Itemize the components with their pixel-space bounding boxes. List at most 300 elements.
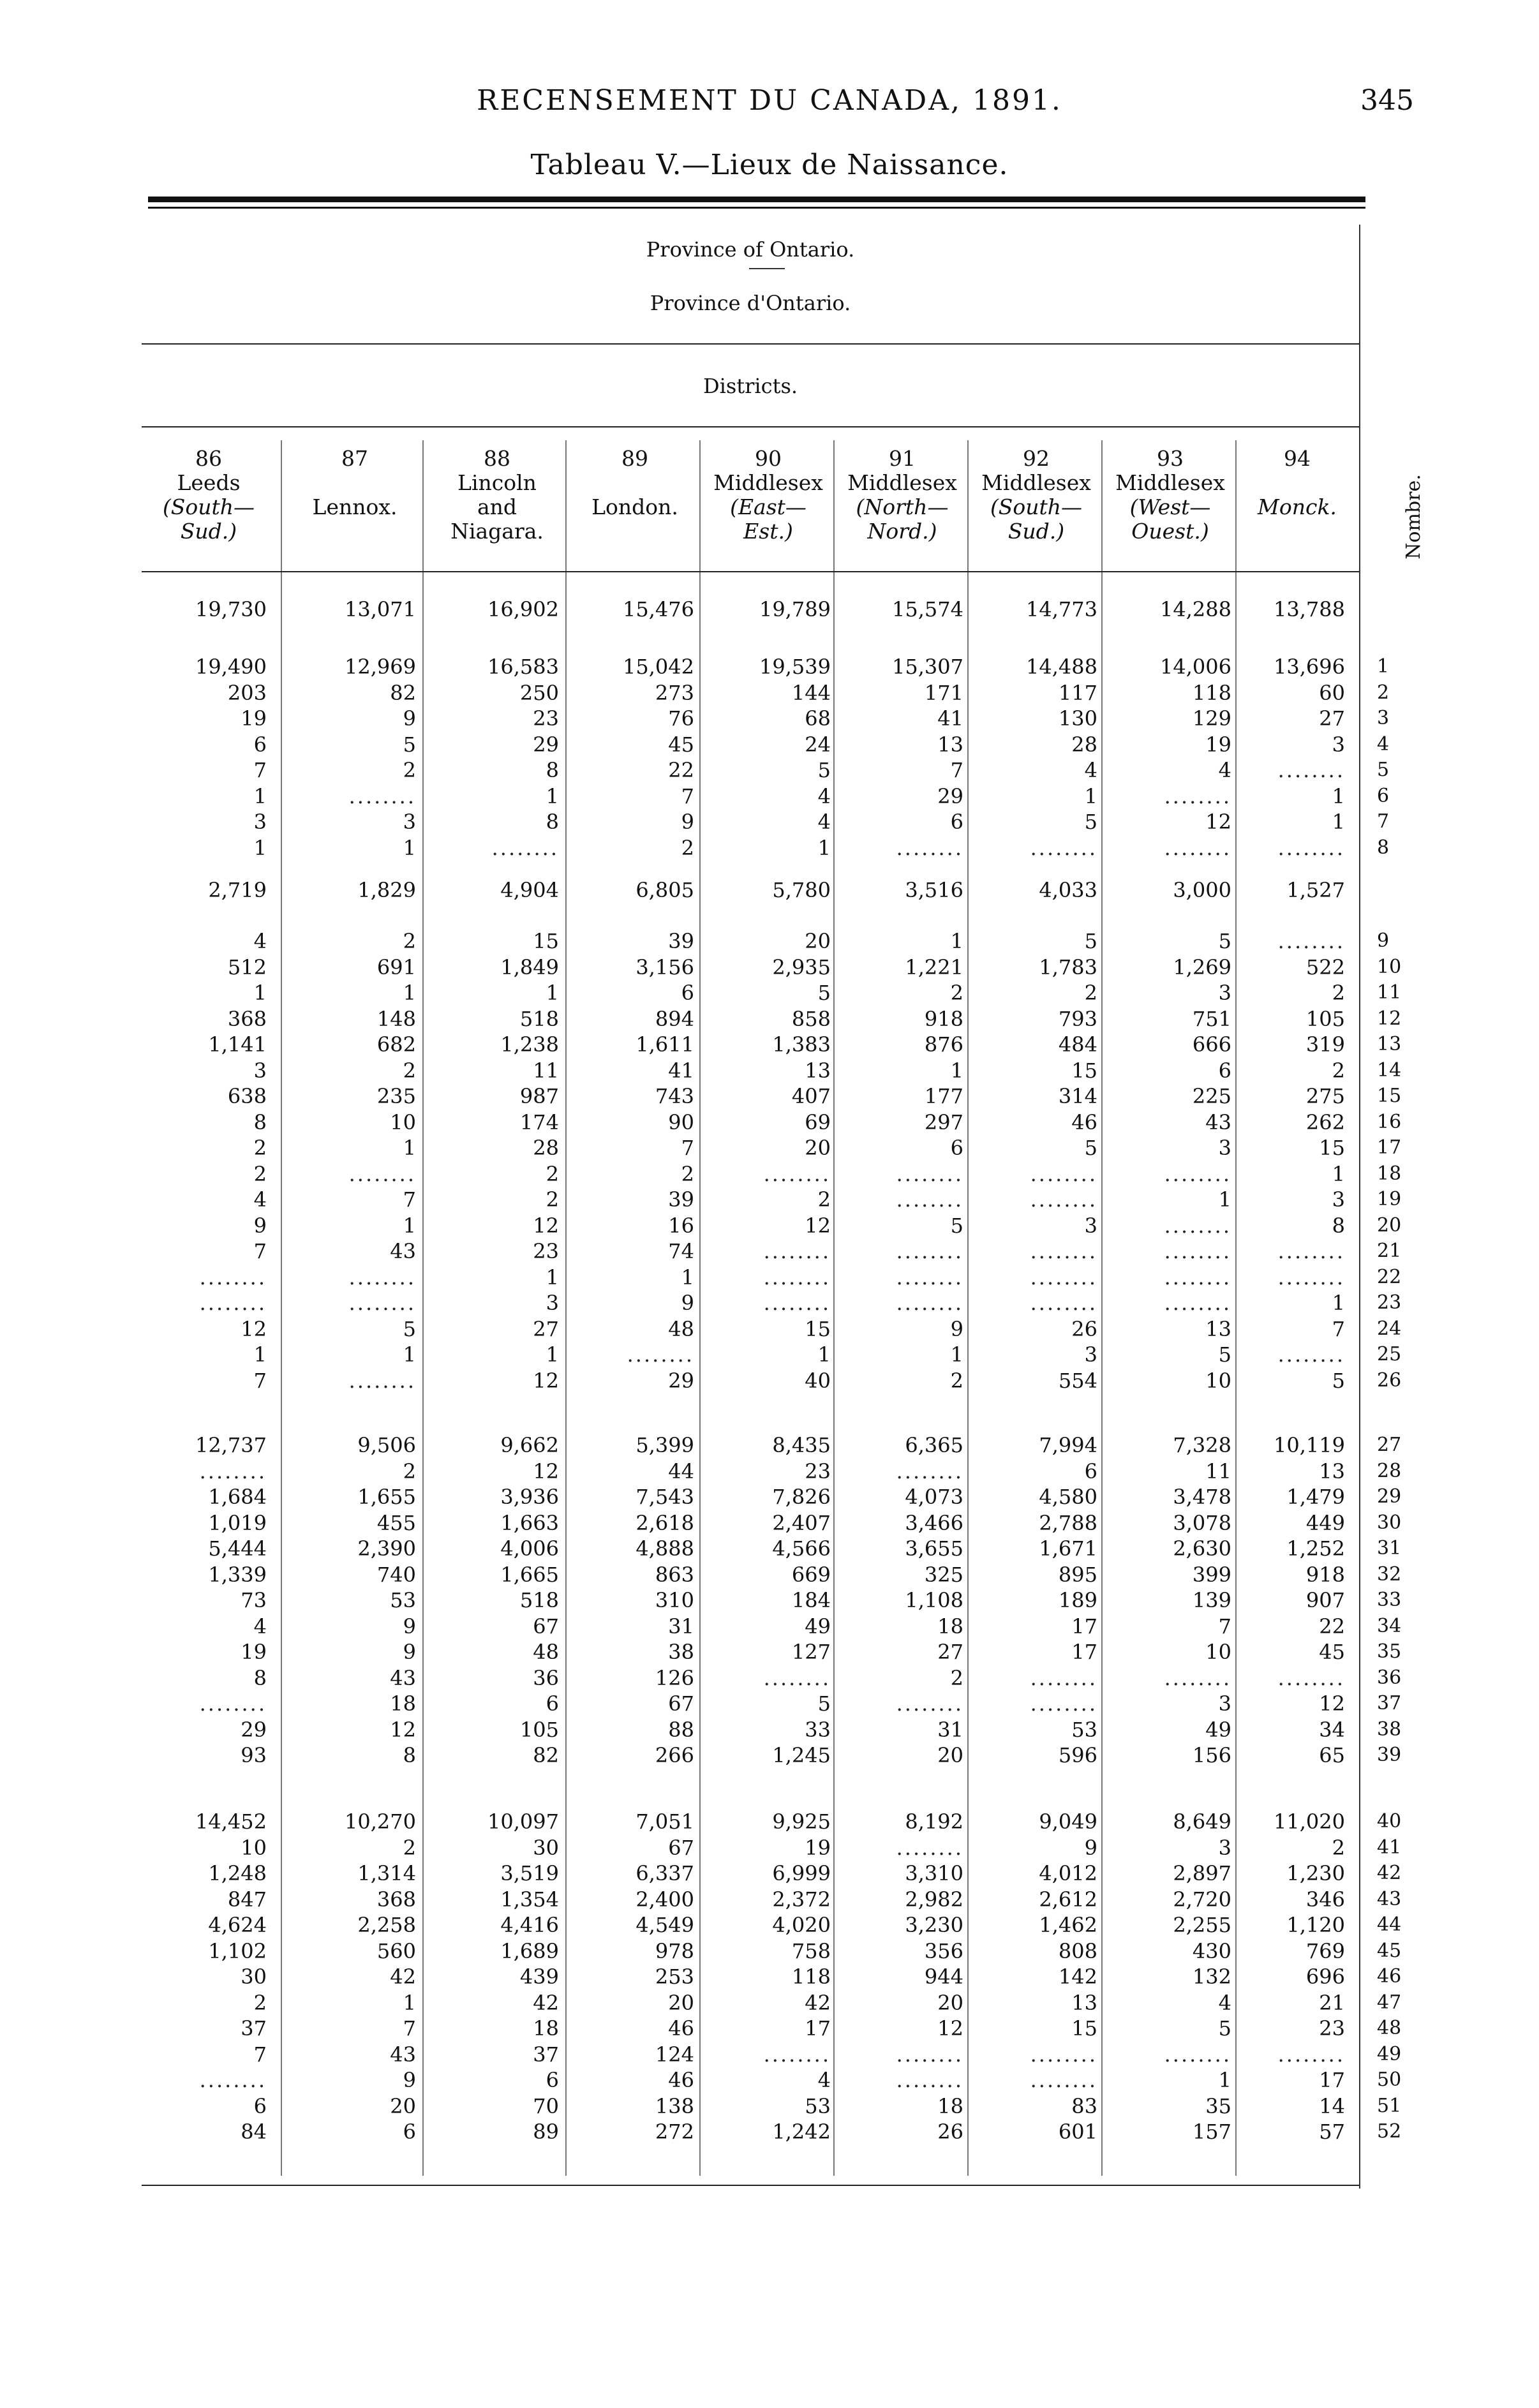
table-cell: ........ bbox=[763, 1239, 831, 1263]
table-cell: 1 bbox=[403, 1136, 416, 1160]
table-cell: 638 bbox=[227, 1084, 267, 1108]
table-cell: 3,156 bbox=[636, 955, 694, 979]
table-cell: 7,543 bbox=[636, 1485, 694, 1509]
table-cell: 13,071 bbox=[345, 597, 416, 621]
row-number: 26 bbox=[1377, 1369, 1402, 1392]
table-cell: 5 bbox=[817, 981, 831, 1005]
table-cell: 262 bbox=[1305, 1110, 1345, 1134]
table-cell: 203 bbox=[227, 680, 267, 705]
province-title-fr: Province d'Ontario. bbox=[650, 291, 851, 315]
table-cell: 45 bbox=[1319, 1640, 1345, 1664]
table-cell: 2 bbox=[1332, 1058, 1345, 1083]
table-cell: 14,488 bbox=[1026, 655, 1097, 679]
table-cell: 4,012 bbox=[1039, 1861, 1097, 1885]
table-cell: 2,630 bbox=[1173, 1536, 1231, 1561]
table-cell: 157 bbox=[1192, 2120, 1231, 2144]
row-number: 33 bbox=[1377, 1589, 1402, 1611]
table-cell: 9 bbox=[403, 2068, 416, 2092]
table-cell: 6 bbox=[1084, 1459, 1097, 1483]
table-cell: 2 bbox=[681, 835, 694, 860]
table-cell: 31 bbox=[668, 1614, 694, 1639]
table-cell: 2,720 bbox=[1173, 1887, 1231, 1912]
table-row bbox=[0, 1665, 1539, 1691]
table-cell: 83 bbox=[1071, 2093, 1097, 2118]
row-number: 10 bbox=[1377, 955, 1402, 978]
table-cell: ........ bbox=[627, 1342, 694, 1367]
table-cell: 20 bbox=[805, 929, 831, 953]
row-number: 16 bbox=[1377, 1110, 1402, 1133]
table-cell: 35 bbox=[1205, 2093, 1231, 2118]
table-cell: 41 bbox=[937, 706, 963, 731]
table-cell: 171 bbox=[924, 680, 963, 705]
table-cell: 1 bbox=[403, 981, 416, 1005]
column-header-88 bbox=[429, 447, 565, 544]
province-divider bbox=[749, 268, 785, 269]
table-cell: 4 bbox=[253, 1187, 267, 1212]
table-cell: 70 bbox=[533, 2093, 559, 2118]
table-cell: 3 bbox=[1218, 1136, 1231, 1160]
table-cell: 512 bbox=[227, 955, 267, 979]
table-cell: 1,242 bbox=[772, 2120, 831, 2144]
table-row bbox=[0, 1006, 1539, 1032]
table-cell: 3,516 bbox=[905, 878, 963, 902]
running-title: RECENSEMENT DU CANADA, 1891. bbox=[477, 84, 1062, 117]
table-cell: 7,051 bbox=[636, 1810, 694, 1834]
row-number: 21 bbox=[1377, 1240, 1402, 1262]
table-cell: 1,527 bbox=[1286, 878, 1345, 902]
table-cell: 250 bbox=[519, 680, 559, 705]
row-number: 41 bbox=[1377, 1836, 1402, 1859]
table-cell: 3,936 bbox=[500, 1485, 559, 1509]
row-number: 29 bbox=[1377, 1485, 1402, 1508]
table-cell: 13 bbox=[805, 1058, 831, 1083]
row-number: 42 bbox=[1377, 1862, 1402, 1884]
table-cell: ........ bbox=[896, 1459, 963, 1483]
table-cell: 1 bbox=[950, 1342, 963, 1367]
column-header-93 bbox=[1106, 447, 1234, 544]
table-cell: 3,655 bbox=[905, 1536, 963, 1561]
table-cell: 5 bbox=[1084, 929, 1097, 953]
table-cell: 1 bbox=[1218, 1187, 1231, 1212]
table-cell: 4,073 bbox=[905, 1485, 963, 1509]
table-cell: 127 bbox=[791, 1640, 831, 1664]
table-cell: 1 bbox=[546, 1342, 559, 1367]
table-cell: 22 bbox=[668, 758, 694, 782]
table-row bbox=[0, 757, 1539, 783]
table-cell: 7 bbox=[681, 1136, 694, 1160]
table-cell: 6 bbox=[546, 2068, 559, 2092]
table-cell: 2,935 bbox=[772, 955, 831, 979]
table-cell: 1,611 bbox=[636, 1032, 694, 1057]
row-number: 47 bbox=[1377, 1991, 1402, 2014]
table-cell: 74 bbox=[668, 1239, 694, 1263]
table-cell: ........ bbox=[1030, 1291, 1097, 1315]
table-cell: 2 bbox=[817, 1187, 831, 1212]
table-row bbox=[0, 784, 1539, 809]
table-row bbox=[0, 1691, 1539, 1716]
table-cell: 691 bbox=[376, 955, 416, 979]
table-cell: 6 bbox=[253, 732, 267, 757]
table-cell: 15,307 bbox=[892, 655, 963, 679]
table-cell: 2 bbox=[546, 1187, 559, 1212]
column-header-91 bbox=[838, 447, 966, 544]
table-cell: 12 bbox=[1205, 810, 1231, 834]
table-cell: 2 bbox=[1332, 981, 1345, 1005]
table-cell: 2 bbox=[403, 1459, 416, 1483]
table-cell: 4 bbox=[1084, 758, 1097, 782]
table-cell: 6,365 bbox=[905, 1433, 963, 1457]
table-cell: ........ bbox=[1030, 1161, 1097, 1186]
table-cell: 1 bbox=[681, 1265, 694, 1289]
table-cell: 16,583 bbox=[487, 655, 559, 679]
table-cell: 148 bbox=[376, 1006, 416, 1031]
table-cell: 129 bbox=[1192, 706, 1231, 731]
table-cell: 14,452 bbox=[195, 1810, 267, 1834]
table-cell: 808 bbox=[1058, 1938, 1097, 1963]
table-cell: 16 bbox=[668, 1213, 694, 1238]
table-cell: 76 bbox=[668, 706, 694, 731]
row-number: 19 bbox=[1377, 1188, 1402, 1210]
table-row bbox=[0, 928, 1539, 954]
table-cell: 847 bbox=[227, 1887, 267, 1912]
column-header-sub: (South— bbox=[990, 494, 1083, 519]
table-cell: ........ bbox=[1030, 1691, 1097, 1716]
table-cell: 1,479 bbox=[1286, 1485, 1345, 1509]
table-cell: 10 bbox=[241, 1835, 267, 1860]
table-cell: 225 bbox=[1192, 1084, 1231, 1108]
row-number: 31 bbox=[1377, 1537, 1402, 1559]
table-row bbox=[0, 1083, 1539, 1109]
table-cell: 601 bbox=[1058, 2120, 1097, 2144]
table-cell: 12,969 bbox=[345, 655, 416, 679]
table-cell: 7 bbox=[403, 1187, 416, 1212]
table-cell: 272 bbox=[655, 2120, 694, 2144]
table-cell: 1,849 bbox=[500, 955, 559, 979]
table-row bbox=[0, 1032, 1539, 1057]
table-cell: 46 bbox=[1071, 1110, 1097, 1134]
table-cell: 23 bbox=[533, 1239, 559, 1263]
table-cell: 407 bbox=[791, 1084, 831, 1108]
row-number: 18 bbox=[1377, 1162, 1402, 1185]
table-row bbox=[0, 2042, 1539, 2067]
table-cell: 43 bbox=[390, 2042, 416, 2067]
table-cell: 6 bbox=[950, 810, 963, 834]
table-cell: 235 bbox=[376, 1084, 416, 1108]
table-row bbox=[0, 2016, 1539, 2041]
table-cell: 73 bbox=[241, 1588, 267, 1612]
column-header-num: 88 bbox=[484, 446, 510, 471]
row-number: 12 bbox=[1377, 1007, 1402, 1030]
row-number: 36 bbox=[1377, 1666, 1402, 1689]
column-header-87 bbox=[287, 447, 422, 544]
column-header-92 bbox=[972, 447, 1100, 544]
table-cell: 1,245 bbox=[772, 1743, 831, 1767]
table-cell: 2,372 bbox=[772, 1887, 831, 1912]
table-cell: 3,519 bbox=[500, 1861, 559, 1885]
table-cell: 15 bbox=[1319, 1136, 1345, 1160]
table-cell: 26 bbox=[1071, 1316, 1097, 1341]
table-cell: 43 bbox=[390, 1239, 416, 1263]
table-cell: 14 bbox=[1319, 2093, 1345, 2118]
table-cell: 6 bbox=[403, 2120, 416, 2144]
column-header-num: 91 bbox=[889, 446, 916, 471]
table-cell: 6 bbox=[950, 1136, 963, 1160]
table-cell: 858 bbox=[791, 1006, 831, 1031]
table-cell: 7 bbox=[1332, 1316, 1345, 1341]
column-header-name: Middlesex bbox=[847, 470, 957, 495]
table-cell: 67 bbox=[533, 1614, 559, 1639]
row-number: 30 bbox=[1377, 1511, 1402, 1534]
table-cell: 1,339 bbox=[208, 1562, 267, 1587]
table-row bbox=[0, 1484, 1539, 1510]
table-cell: 1 bbox=[950, 929, 963, 953]
table-cell: 9 bbox=[681, 810, 694, 834]
table-cell: 21 bbox=[1319, 1990, 1345, 2015]
table-cell: 863 bbox=[655, 1562, 694, 1587]
table-cell: 43 bbox=[1205, 1110, 1231, 1134]
column-header-94 bbox=[1240, 447, 1354, 544]
table-cell: 8 bbox=[253, 1665, 267, 1690]
table-row bbox=[0, 1290, 1539, 1316]
table-cell: 696 bbox=[1305, 1965, 1345, 1989]
table-cell: ........ bbox=[763, 2042, 831, 2067]
table-cell: 60 bbox=[1319, 680, 1345, 705]
table-cell: 740 bbox=[376, 1562, 416, 1587]
column-header-sub2: Sud.) bbox=[180, 519, 237, 544]
table-cell: 5 bbox=[1218, 929, 1231, 953]
table-cell: ........ bbox=[1030, 1265, 1097, 1289]
table-cell: 1,684 bbox=[208, 1485, 267, 1509]
table-cell: 4,033 bbox=[1039, 878, 1097, 902]
table-cell: 1,663 bbox=[500, 1510, 559, 1535]
table-cell: 6,337 bbox=[636, 1861, 694, 1885]
table-cell: 20 bbox=[390, 2093, 416, 2118]
table-cell: ........ bbox=[763, 1161, 831, 1186]
row-number: 43 bbox=[1377, 1887, 1402, 1910]
table-row bbox=[0, 1161, 1539, 1187]
row-number: 1 bbox=[1377, 655, 1390, 678]
top-rule-thick bbox=[148, 197, 1365, 202]
table-cell: 6 bbox=[1218, 1058, 1231, 1083]
table-cell: 10,097 bbox=[487, 1810, 559, 1834]
table-row bbox=[0, 1058, 1539, 1083]
table-cell: 12 bbox=[390, 1717, 416, 1742]
table-cell: 399 bbox=[1192, 1562, 1231, 1587]
table-cell: 2 bbox=[403, 929, 416, 953]
table-cell: 19 bbox=[805, 1835, 831, 1860]
table-cell: 49 bbox=[805, 1614, 831, 1639]
table-cell: 3 bbox=[253, 810, 267, 834]
table-cell: 1 bbox=[546, 1265, 559, 1289]
table-cell: 19,789 bbox=[759, 597, 831, 621]
table-cell: 7 bbox=[253, 758, 267, 782]
table-cell: ........ bbox=[896, 1187, 963, 1212]
table-cell: 2,400 bbox=[636, 1887, 694, 1912]
table-cell: 5,399 bbox=[636, 1433, 694, 1457]
table-cell: 518 bbox=[519, 1006, 559, 1031]
table-cell: 356 bbox=[924, 1938, 963, 1963]
table-cell: 3 bbox=[1218, 1835, 1231, 1860]
table-cell: 37 bbox=[241, 2016, 267, 2040]
table-cell: 46 bbox=[668, 2016, 694, 2040]
column-header-89 bbox=[572, 447, 698, 544]
table-cell: 39 bbox=[668, 929, 694, 953]
table-cell: 907 bbox=[1305, 1588, 1345, 1612]
table-cell: 26 bbox=[937, 2120, 963, 2144]
table-cell: 4,006 bbox=[500, 1536, 559, 1561]
table-cell: 30 bbox=[533, 1835, 559, 1860]
table-cell: 39 bbox=[668, 1187, 694, 1212]
table-cell: 319 bbox=[1305, 1032, 1345, 1057]
table-cell: 45 bbox=[668, 732, 694, 757]
table-cell: 769 bbox=[1305, 1938, 1345, 1963]
table-cell: 89 bbox=[533, 2120, 559, 2144]
table-cell: 1 bbox=[1332, 1161, 1345, 1186]
table-row bbox=[0, 654, 1539, 680]
table-cell: 118 bbox=[1192, 680, 1231, 705]
table-cell: 31 bbox=[937, 1717, 963, 1742]
table-cell: ........ bbox=[199, 1265, 267, 1289]
table-row bbox=[0, 732, 1539, 757]
table-cell: 368 bbox=[227, 1006, 267, 1031]
table-cell: 1,221 bbox=[905, 955, 963, 979]
table-cell: ........ bbox=[896, 1161, 963, 1186]
table-cell: 1 bbox=[950, 1058, 963, 1083]
column-header-sub2: Nord.) bbox=[867, 519, 937, 544]
table-cell: 19,490 bbox=[195, 655, 267, 679]
row-number: 14 bbox=[1377, 1059, 1402, 1081]
table-cell: 3 bbox=[1084, 1213, 1097, 1238]
row-number: 46 bbox=[1377, 1965, 1402, 1988]
table-cell: 53 bbox=[1071, 1717, 1097, 1742]
table-cell: 5 bbox=[1084, 810, 1097, 834]
table-cell: ........ bbox=[1030, 835, 1097, 860]
table-cell: 895 bbox=[1058, 1562, 1097, 1587]
table-cell: 28 bbox=[1071, 732, 1097, 757]
table-cell: 10,119 bbox=[1274, 1433, 1345, 1457]
table-cell: 455 bbox=[376, 1510, 416, 1535]
table-row bbox=[0, 1809, 1539, 1834]
table-cell: 130 bbox=[1058, 706, 1097, 731]
table-cell: ........ bbox=[1277, 1665, 1345, 1690]
table-cell: 669 bbox=[791, 1562, 831, 1587]
table-cell: 9 bbox=[950, 1316, 963, 1341]
table-cell: 1 bbox=[1332, 784, 1345, 808]
table-cell: ........ bbox=[1030, 2042, 1097, 2067]
table-cell: ........ bbox=[896, 1265, 963, 1289]
row-number: 37 bbox=[1377, 1692, 1402, 1714]
column-header-name: Lincoln bbox=[457, 470, 537, 495]
table-cell: 17 bbox=[1319, 2068, 1345, 2092]
column-header-sub2: Ouest.) bbox=[1131, 519, 1209, 544]
table-row bbox=[0, 680, 1539, 706]
table-cell: ........ bbox=[1277, 929, 1345, 953]
row-number: 39 bbox=[1377, 1744, 1402, 1766]
table-row bbox=[0, 1238, 1539, 1264]
table-cell: 18 bbox=[390, 1691, 416, 1716]
table-cell: 9 bbox=[403, 706, 416, 731]
table-bottom-rule bbox=[142, 2185, 1359, 2186]
table-cell: 12 bbox=[533, 1368, 559, 1393]
table-row bbox=[0, 1887, 1539, 1912]
table-cell: 522 bbox=[1305, 955, 1345, 979]
table-row bbox=[0, 1368, 1539, 1394]
table-cell: 15,574 bbox=[892, 597, 963, 621]
column-header-sub: Monck. bbox=[1258, 494, 1337, 519]
table-cell: ........ bbox=[1277, 1265, 1345, 1289]
table-cell: 4,904 bbox=[500, 878, 559, 902]
row-number: 17 bbox=[1377, 1136, 1402, 1159]
table-cell: 1 bbox=[253, 1342, 267, 1367]
table-cell: 138 bbox=[655, 2093, 694, 2118]
table-cell: ........ bbox=[763, 1665, 831, 1690]
table-cell: 5,780 bbox=[772, 878, 831, 902]
table-cell: 67 bbox=[668, 1835, 694, 1860]
table-cell: 19,730 bbox=[195, 597, 267, 621]
table-cell: ........ bbox=[896, 2042, 963, 2067]
table-cell: 27 bbox=[937, 1640, 963, 1664]
table-cell: 1,102 bbox=[208, 1938, 267, 1963]
table-cell: 918 bbox=[924, 1006, 963, 1031]
row-number: 50 bbox=[1377, 2069, 1402, 2091]
table-cell: 4 bbox=[253, 1614, 267, 1639]
table-cell: 3 bbox=[546, 1291, 559, 1315]
table-cell: 139 bbox=[1192, 1588, 1231, 1612]
table-cell: 5 bbox=[1218, 2016, 1231, 2040]
table-cell: 944 bbox=[924, 1965, 963, 1989]
table-cell: 23 bbox=[805, 1459, 831, 1483]
table-cell: 1,108 bbox=[905, 1588, 963, 1612]
column-header-sub: London. bbox=[591, 494, 678, 519]
table-cell: 20 bbox=[937, 1990, 963, 2015]
table-cell: 1,354 bbox=[500, 1887, 559, 1912]
table-cell: 9,049 bbox=[1039, 1810, 1097, 1834]
table-cell: 1,829 bbox=[357, 878, 416, 902]
table-cell: 3,310 bbox=[905, 1861, 963, 1885]
table-cell: 1 bbox=[1332, 1291, 1345, 1315]
column-header-num: 93 bbox=[1157, 446, 1184, 471]
table-row bbox=[0, 1587, 1539, 1613]
table-cell: 4,416 bbox=[500, 1913, 559, 1937]
table-cell: ........ bbox=[1164, 1213, 1231, 1238]
table-cell: 19 bbox=[241, 706, 267, 731]
table-cell: 3 bbox=[1218, 1691, 1231, 1716]
row-number: 52 bbox=[1377, 2120, 1402, 2143]
table-cell: 2,897 bbox=[1173, 1861, 1231, 1885]
table-cell: ........ bbox=[896, 2068, 963, 2092]
table-cell: 1,252 bbox=[1286, 1536, 1345, 1561]
table-cell: 1,230 bbox=[1286, 1861, 1345, 1885]
table-cell: 978 bbox=[655, 1938, 694, 1963]
table-cell: 65 bbox=[1319, 1743, 1345, 1767]
row-number: 35 bbox=[1377, 1640, 1402, 1663]
table-cell: 4,566 bbox=[772, 1536, 831, 1561]
row-number: 49 bbox=[1377, 2042, 1402, 2065]
table-cell: 2 bbox=[253, 1136, 267, 1160]
table-cell: 48 bbox=[668, 1316, 694, 1341]
table-cell: 10 bbox=[390, 1110, 416, 1134]
row-number: 13 bbox=[1377, 1033, 1402, 1055]
table-cell: 743 bbox=[655, 1084, 694, 1108]
table-cell: 41 bbox=[668, 1058, 694, 1083]
table-cell: 7,826 bbox=[772, 1485, 831, 1509]
table-cell: 37 bbox=[533, 2042, 559, 2067]
table-cell: 5 bbox=[950, 1213, 963, 1238]
table-cell: 4 bbox=[1218, 1990, 1231, 2015]
table-cell: 9 bbox=[403, 1640, 416, 1664]
table-cell: 19 bbox=[1205, 732, 1231, 757]
table-cell: 1,689 bbox=[500, 1938, 559, 1963]
